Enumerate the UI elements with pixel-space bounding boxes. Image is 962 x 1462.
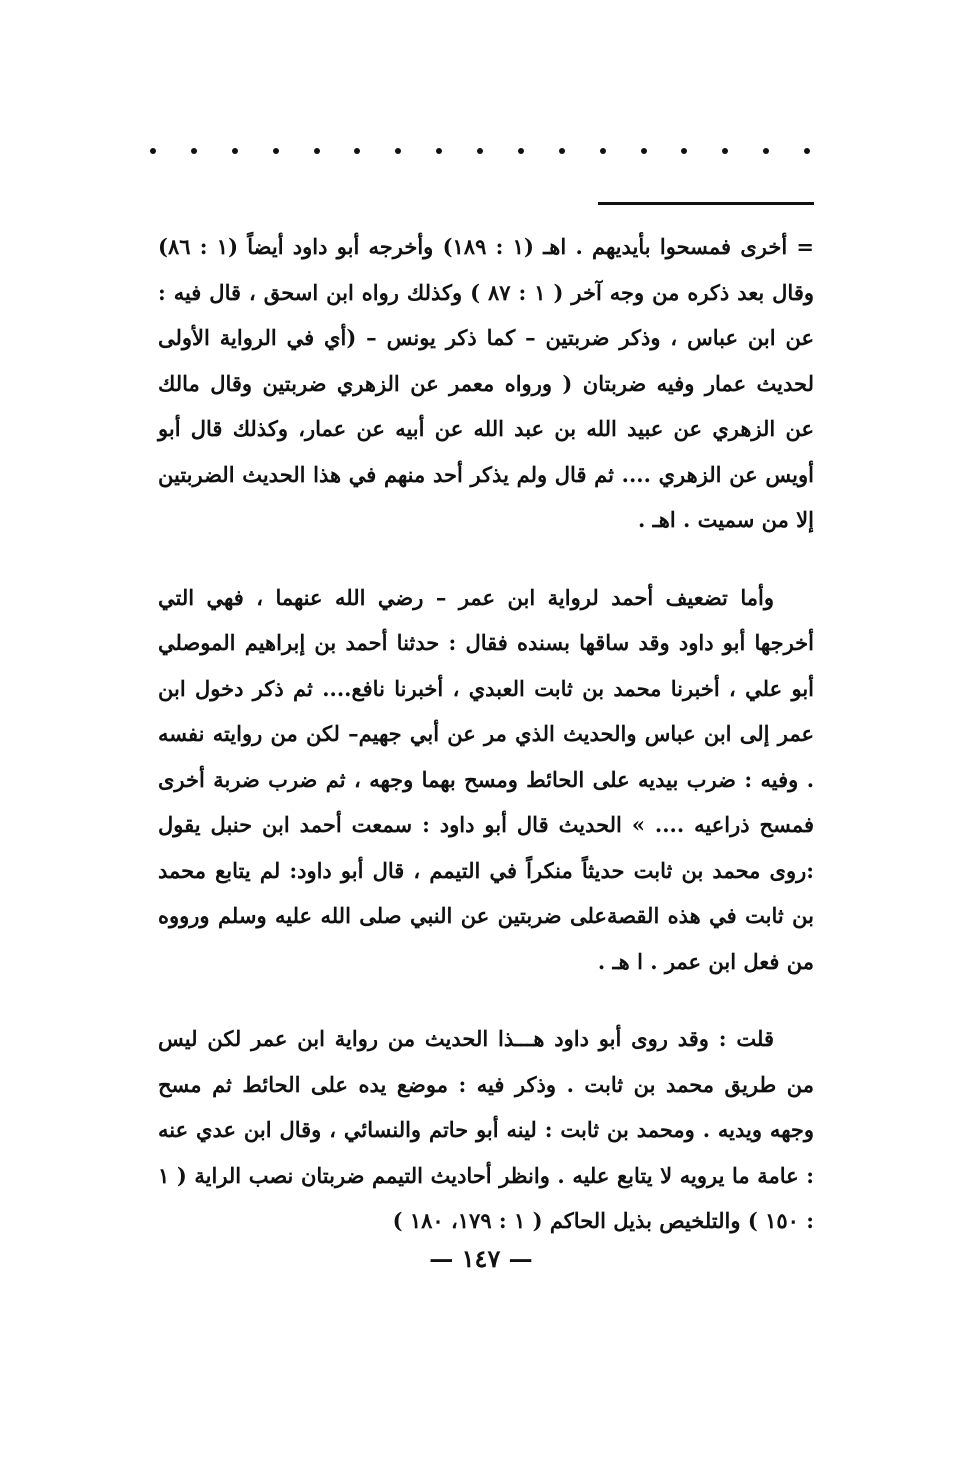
dot-separator-row [150, 148, 810, 154]
footnote-rule [598, 202, 814, 205]
separator-dot [436, 148, 442, 154]
separator-dot [150, 148, 156, 154]
separator-dot [354, 148, 360, 154]
page-number: — ١٤٧ — [429, 1244, 533, 1273]
separator-dot [314, 148, 320, 154]
separator-dot [804, 148, 810, 154]
separator-dot [395, 148, 401, 154]
footnote-paragraph-3: قلت : وقد روى أبو داود هـــذا الحديث من رواية ابن عمر لكن ليس من طريق محمد بن ثابت . وذكر فيه : موضع يده على الحائط ثم مسح وجهه ويديه . ومحمد بن ثابت : لينه أبو حاتم والنسائي ، وقال ابن عدي عنه : عامة ما يرويه لا يتابع عليه . وانظر أحاديث التيمم ضربتان نصب الراية ( ١ : ١٥٠ ) والتلخيص بذيل الحاكم ( ١ : ١٧٩، ١٨٠ ) [158, 1026, 814, 1233]
footnote-paragraph-1: = أخرى فمسحوا بأيديهم . اهـ (١ : ١٨٩) وأخرجه أبو داود أيضاً (١ : ٨٦) وقال بعد ذكره من وجه آخر ( ١ : ٨٧ ) وكذلك رواه ابن اسحق ، قال فيه : عن ابن عباس ، وذكر ضربتين – كما ذكر يونس – (أي في الرواية الأولى لحديث عمار وفيه ضربتان ( ورواه معمر عن الزهري ضربتين وقال مالك عن الزهري عن عبيد الله بن عبد الله عن أبيه عن عمار، وكذلك قال أبو أويس عن الزهري .... ثم قال ولم يذكر أحد منهم في هذا الحديث الضربتين إلا من سميت . اهـ . [158, 234, 815, 532]
separator-dot [722, 148, 728, 154]
separator-dot [559, 148, 565, 154]
footnotes-body [158, 224, 814, 1244]
separator-dot [600, 148, 606, 154]
separator-dot [763, 148, 769, 154]
separator-dot [477, 148, 483, 154]
footnote-paragraph-2: وأما تضعيف أحمد لرواية ابن عمر – رضي الله عنهما ، فهي التي أخرجها أبو داود وقد ساقها بسنده فقال : حدثنا أحمد بن إبراهيم الموصلي أبو علي ، أخبرنا محمد بن ثابت العبدي ، أخبرنا نافع.... ثم ذكر دخول ابن عمر إلى ابن عباس والحديث الذي مر عن أبي جهيم– لكن من روايته نفسه . وفيه : ضرب بيديه على الحائط ومسح بهما وجهه ، ثم ضرب ضربة أخرى فمسح ذراعيه .... » الحديث قال أبو داود : سمعت أحمد ابن حنبل يقول :روى محمد بن ثابت حديثاً منكراً في التيمم ، قال أبو داود: لم يتابع محمد بن ثابت في هذه القصةعلى ضربتين عن النبي صلى الله عليه وسلم ورووه من فعل ابن عمر . ا هـ . [158, 584, 814, 974]
separator-dot [641, 148, 647, 154]
separator-dot [232, 148, 238, 154]
separator-dot [191, 148, 197, 154]
separator-dot [273, 148, 279, 154]
separator-dot [518, 148, 524, 154]
separator-dot [681, 148, 687, 154]
